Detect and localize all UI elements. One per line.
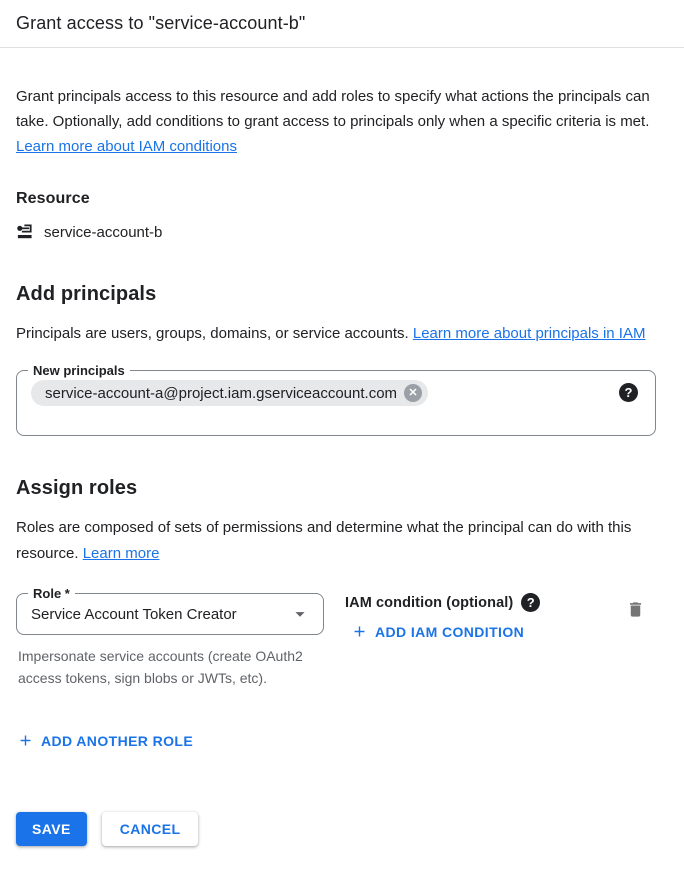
add-principals-paragraph (16, 321, 664, 347)
dialog-body (0, 84, 684, 846)
resource-row (16, 223, 668, 242)
role-description: Impersonate service accounts (create OAuth2 access tokens, sign blobs or JWTs, etc). (18, 648, 303, 686)
add-another-role-button[interactable] (17, 732, 193, 749)
dropdown-arrow-icon (289, 603, 311, 625)
roles-learn-more-link[interactable]: Learn more (82, 545, 160, 562)
principals-help-icon[interactable]: ? (619, 383, 638, 402)
role-select[interactable] (16, 586, 324, 635)
add-icon (17, 732, 34, 749)
cancel-button[interactable]: CANCEL (102, 812, 199, 846)
iam-conditions-learn-more-link[interactable]: Learn more about IAM conditions (16, 138, 237, 155)
assign-roles-paragraph (16, 515, 664, 567)
new-principals-field[interactable] (16, 363, 656, 436)
add-another-role-label: ADD ANOTHER ROLE (41, 732, 194, 749)
iam-condition-label-row (345, 593, 540, 612)
assign-roles-heading: Assign roles (16, 477, 138, 499)
role-label: Role * (28, 585, 75, 602)
principal-chip-text: service-account-a@project.iam.gserviceaccount.com (45, 384, 398, 402)
service-account-icon (16, 223, 35, 242)
add-principals-heading: Add principals (16, 283, 157, 305)
add-iam-condition-label: ADD IAM CONDITION (375, 623, 525, 640)
add-principals-text: Principals are users, groups, domains, or service accounts. (16, 325, 409, 342)
save-button[interactable]: SAVE (16, 812, 87, 846)
chip-close-icon[interactable]: ✕ (404, 384, 422, 402)
add-icon (351, 623, 368, 640)
role-value: Service Account Token Creator (31, 605, 237, 623)
principals-learn-more-link[interactable]: Learn more about principals in IAM (412, 325, 646, 342)
dialog-footer (16, 812, 668, 846)
add-iam-condition-button[interactable] (351, 623, 524, 640)
intro-paragraph (16, 84, 664, 159)
assign-roles-text: Roles are composed of sets of permissions and determine what the principal can do with this resource. (16, 519, 632, 562)
iam-condition-column (345, 593, 540, 645)
resource-name: service-account-b (44, 224, 163, 241)
iam-condition-label: IAM condition (optional) (345, 594, 514, 611)
delete-icon (626, 600, 645, 619)
intro-text: Grant principals access to this resource and add roles to specify what actions the principals can take. Optionally, add conditions to grant access to principals only when a specific criteria is met. (16, 88, 650, 130)
iam-condition-help-icon[interactable]: ? (521, 593, 540, 612)
role-row (16, 586, 668, 689)
role-column (16, 586, 324, 689)
dialog-title: Grant access to "service-account-b" (0, 0, 684, 48)
principal-chip (31, 380, 428, 406)
new-principals-label: New principals (28, 362, 130, 379)
resource-heading: Resource (16, 190, 90, 207)
delete-role-button[interactable] (626, 600, 645, 622)
